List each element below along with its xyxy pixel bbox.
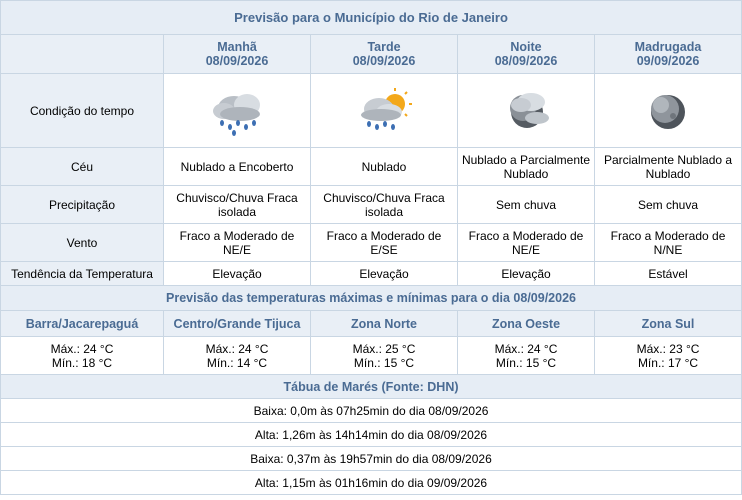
tides-title: Tábua de Marés (Fonte: DHN) <box>1 375 742 399</box>
ceu-value: Nublado a Parcialmente Nublado <box>458 148 595 186</box>
precipitacao-value: Sem chuva <box>458 186 595 224</box>
ceu-value: Parcialmente Nublado a Nublado <box>595 148 742 186</box>
period-header: Tarde 08/09/2026 <box>311 35 458 74</box>
forecast-title: Previsão para o Município do Rio de Janeiro <box>1 1 742 35</box>
tendencia-value: Estável <box>595 262 742 286</box>
zone-temps: Máx.: 24 °C Mín.: 14 °C <box>164 337 311 375</box>
cloud-sun-rain-icon <box>351 84 417 138</box>
row-label-tendencia: Tendência da Temperatura <box>1 262 164 286</box>
row-label-ceu: Céu <box>1 148 164 186</box>
precipitacao-value: Chuvisco/Chuva Fraca isolada <box>164 186 311 224</box>
cloud-rain-icon <box>204 84 270 138</box>
period-header: Madrugada 09/09/2026 <box>595 35 742 74</box>
empty-corner <box>1 35 164 74</box>
zone-name: Zona Norte <box>311 311 458 337</box>
ceu-value: Nublado a Encoberto <box>164 148 311 186</box>
tendencia-value: Elevação <box>164 262 311 286</box>
period-header: Noite 08/09/2026 <box>458 35 595 74</box>
zone-name: Centro/Grande Tijuca <box>164 311 311 337</box>
tendencia-value: Elevação <box>458 262 595 286</box>
ceu-value: Nublado <box>311 148 458 186</box>
precipitacao-value: Sem chuva <box>595 186 742 224</box>
zone-temps: Máx.: 25 °C Mín.: 15 °C <box>311 337 458 375</box>
zone-name: Zona Sul <box>595 311 742 337</box>
period-header: Manhã 08/09/2026 <box>164 35 311 74</box>
tide-entry: Alta: 1,15m às 01h16min do dia 09/09/2026 <box>1 471 742 495</box>
moon-icon <box>635 84 701 138</box>
row-label-condicao: Condição do tempo <box>1 74 164 148</box>
tide-entry: Baixa: 0,0m às 07h25min do dia 08/09/2026 <box>1 399 742 423</box>
tide-entry: Baixa: 0,37m às 19h57min do dia 08/09/2026 <box>1 447 742 471</box>
tendencia-value: Elevação <box>311 262 458 286</box>
zone-name: Zona Oeste <box>458 311 595 337</box>
tide-entry: Alta: 1,26m às 14h14min do dia 08/09/2026 <box>1 423 742 447</box>
vento-value: Fraco a Moderado de NE/E <box>458 224 595 262</box>
vento-value: Fraco a Moderado de E/SE <box>311 224 458 262</box>
row-label-vento: Vento <box>1 224 164 262</box>
zone-temps: Máx.: 23 °C Mín.: 17 °C <box>595 337 742 375</box>
zone-name: Barra/Jacarepaguá <box>1 311 164 337</box>
precipitacao-value: Chuvisco/Chuva Fraca isolada <box>311 186 458 224</box>
vento-value: Fraco a Moderado de NE/E <box>164 224 311 262</box>
zone-temps: Máx.: 24 °C Mín.: 18 °C <box>1 337 164 375</box>
row-label-precipitacao: Precipitação <box>1 186 164 224</box>
temps-title: Previsão das temperaturas máximas e mínimas para o dia 08/09/2026 <box>1 286 742 311</box>
zone-temps: Máx.: 24 °C Mín.: 15 °C <box>458 337 595 375</box>
vento-value: Fraco a Moderado de N/NE <box>595 224 742 262</box>
cloud-moon-icon <box>493 84 559 138</box>
